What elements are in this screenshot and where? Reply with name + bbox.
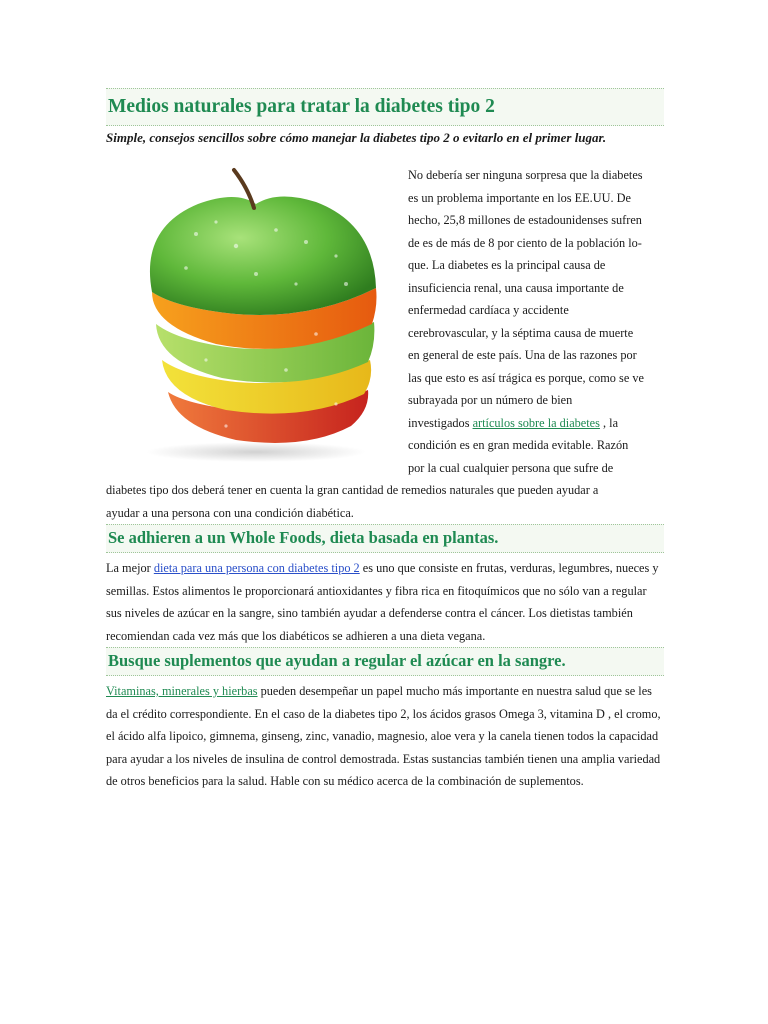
intro-line: en general de este país. Una de las razones por — [408, 348, 637, 362]
diabetes-diet-link[interactable]: dieta para una persona con diabetes tipo 2 — [153, 561, 360, 575]
section-heading-bar — [106, 524, 664, 553]
page-title: Medios naturales para tratar la diabetes tipo 2 — [108, 96, 495, 117]
intro-section — [106, 164, 664, 524]
section-supplements — [106, 647, 664, 793]
intro-line: cerebrovascular, y la séptima causa de muerte — [408, 325, 634, 340]
section-heading: Busque suplementos que ayudan a regular el azúcar en la sangre. — [108, 651, 566, 670]
section-whole-foods — [106, 524, 664, 647]
intro-line: es un problema importante en los EE.UU. De — [408, 190, 631, 205]
intro-line: subrayada por un número de bien — [408, 393, 573, 407]
intro-line: que. La diabetes es la principal causa de — [408, 258, 606, 272]
diabetes-articles-link[interactable]: artículos sobre la diabetes — [472, 415, 600, 430]
intro-line-full: ayudar a una persona con una condición diabética. — [106, 505, 354, 520]
intro-line-full: diabetes tipo dos deberá tener en cuenta la gran cantidad de remedios naturales que pueden ayudar a — [106, 483, 599, 497]
title-bar — [106, 88, 664, 126]
intro-line: No debería ser ninguna sorpresa que la diabetes — [408, 168, 643, 182]
apple-image — [106, 164, 400, 472]
intro-link-line — [408, 412, 664, 435]
intro-link-suffix: , la — [599, 415, 619, 430]
section-paragraph — [106, 680, 664, 793]
vitamins-link[interactable]: Vitaminas, minerales y hierbas — [106, 684, 258, 698]
section-heading-bar — [106, 647, 664, 676]
paragraph-prefix: La mejor — [106, 561, 154, 575]
paragraph-text: pueden desempeñar un papel mucho más importante en nuestra salud que se les da el crédito correspondiente. En el caso de la diabetes tipo 2, los ácidos grasos Omega 3, vitamina D , el cromo, el ácido alfa lipoico, gimnema, ginseng, zinc, vanadio, magnesio, aloe vera y la canela tienen todos la capacidad para ayudar a los niveles de insulina de control demostrada. Estas sustancias también tienen una amplia variedad de otros beneficios para la salud. Hable con su médico acerca de la combinación de suplementos. — [106, 684, 661, 788]
section-heading: Se adhieren a un Whole Foods, dieta basada en plantas. — [108, 528, 499, 547]
article — [106, 88, 664, 793]
intro-line: insuficiencia renal, una causa importante de — [408, 280, 624, 295]
intro-line: condición es en gran medida evitable. Razón — [408, 438, 629, 452]
paragraph-text: es uno que consiste en frutas, verduras, legumbres, nueces y semillas. Estos alimentos le proporcionará antioxidantes y fibra rica en fitoquímicos que no sólo van a regular sus niveles de azúcar en la sangre, sino también ayudar a defenderse contra el cáncer. Los dietistas también recomiendan cada vez más que los diabéticos se adhieren a una dieta vegana. — [106, 561, 659, 643]
intro-line: por la cual cualquier persona que sufre de — [408, 460, 614, 475]
intro-line: de es de más de 8 por ciento de la población lo- — [408, 235, 642, 250]
intro-link-prefix: investigados — [408, 415, 473, 430]
intro-line: hecho, 25,8 millones de estadounidenses sufren — [408, 213, 642, 227]
intro-line: las que esto es así trágica es porque, como se ve — [408, 370, 644, 385]
subtitle: Simple, consejos sencillos sobre cómo manejar la diabetes tipo 2 o evitarlo en el primer lugar. — [106, 130, 607, 145]
sliced-apple-illustration — [106, 164, 400, 464]
intro-line: enfermedad cardíaca y accidente — [408, 303, 569, 317]
section-paragraph — [106, 557, 664, 647]
